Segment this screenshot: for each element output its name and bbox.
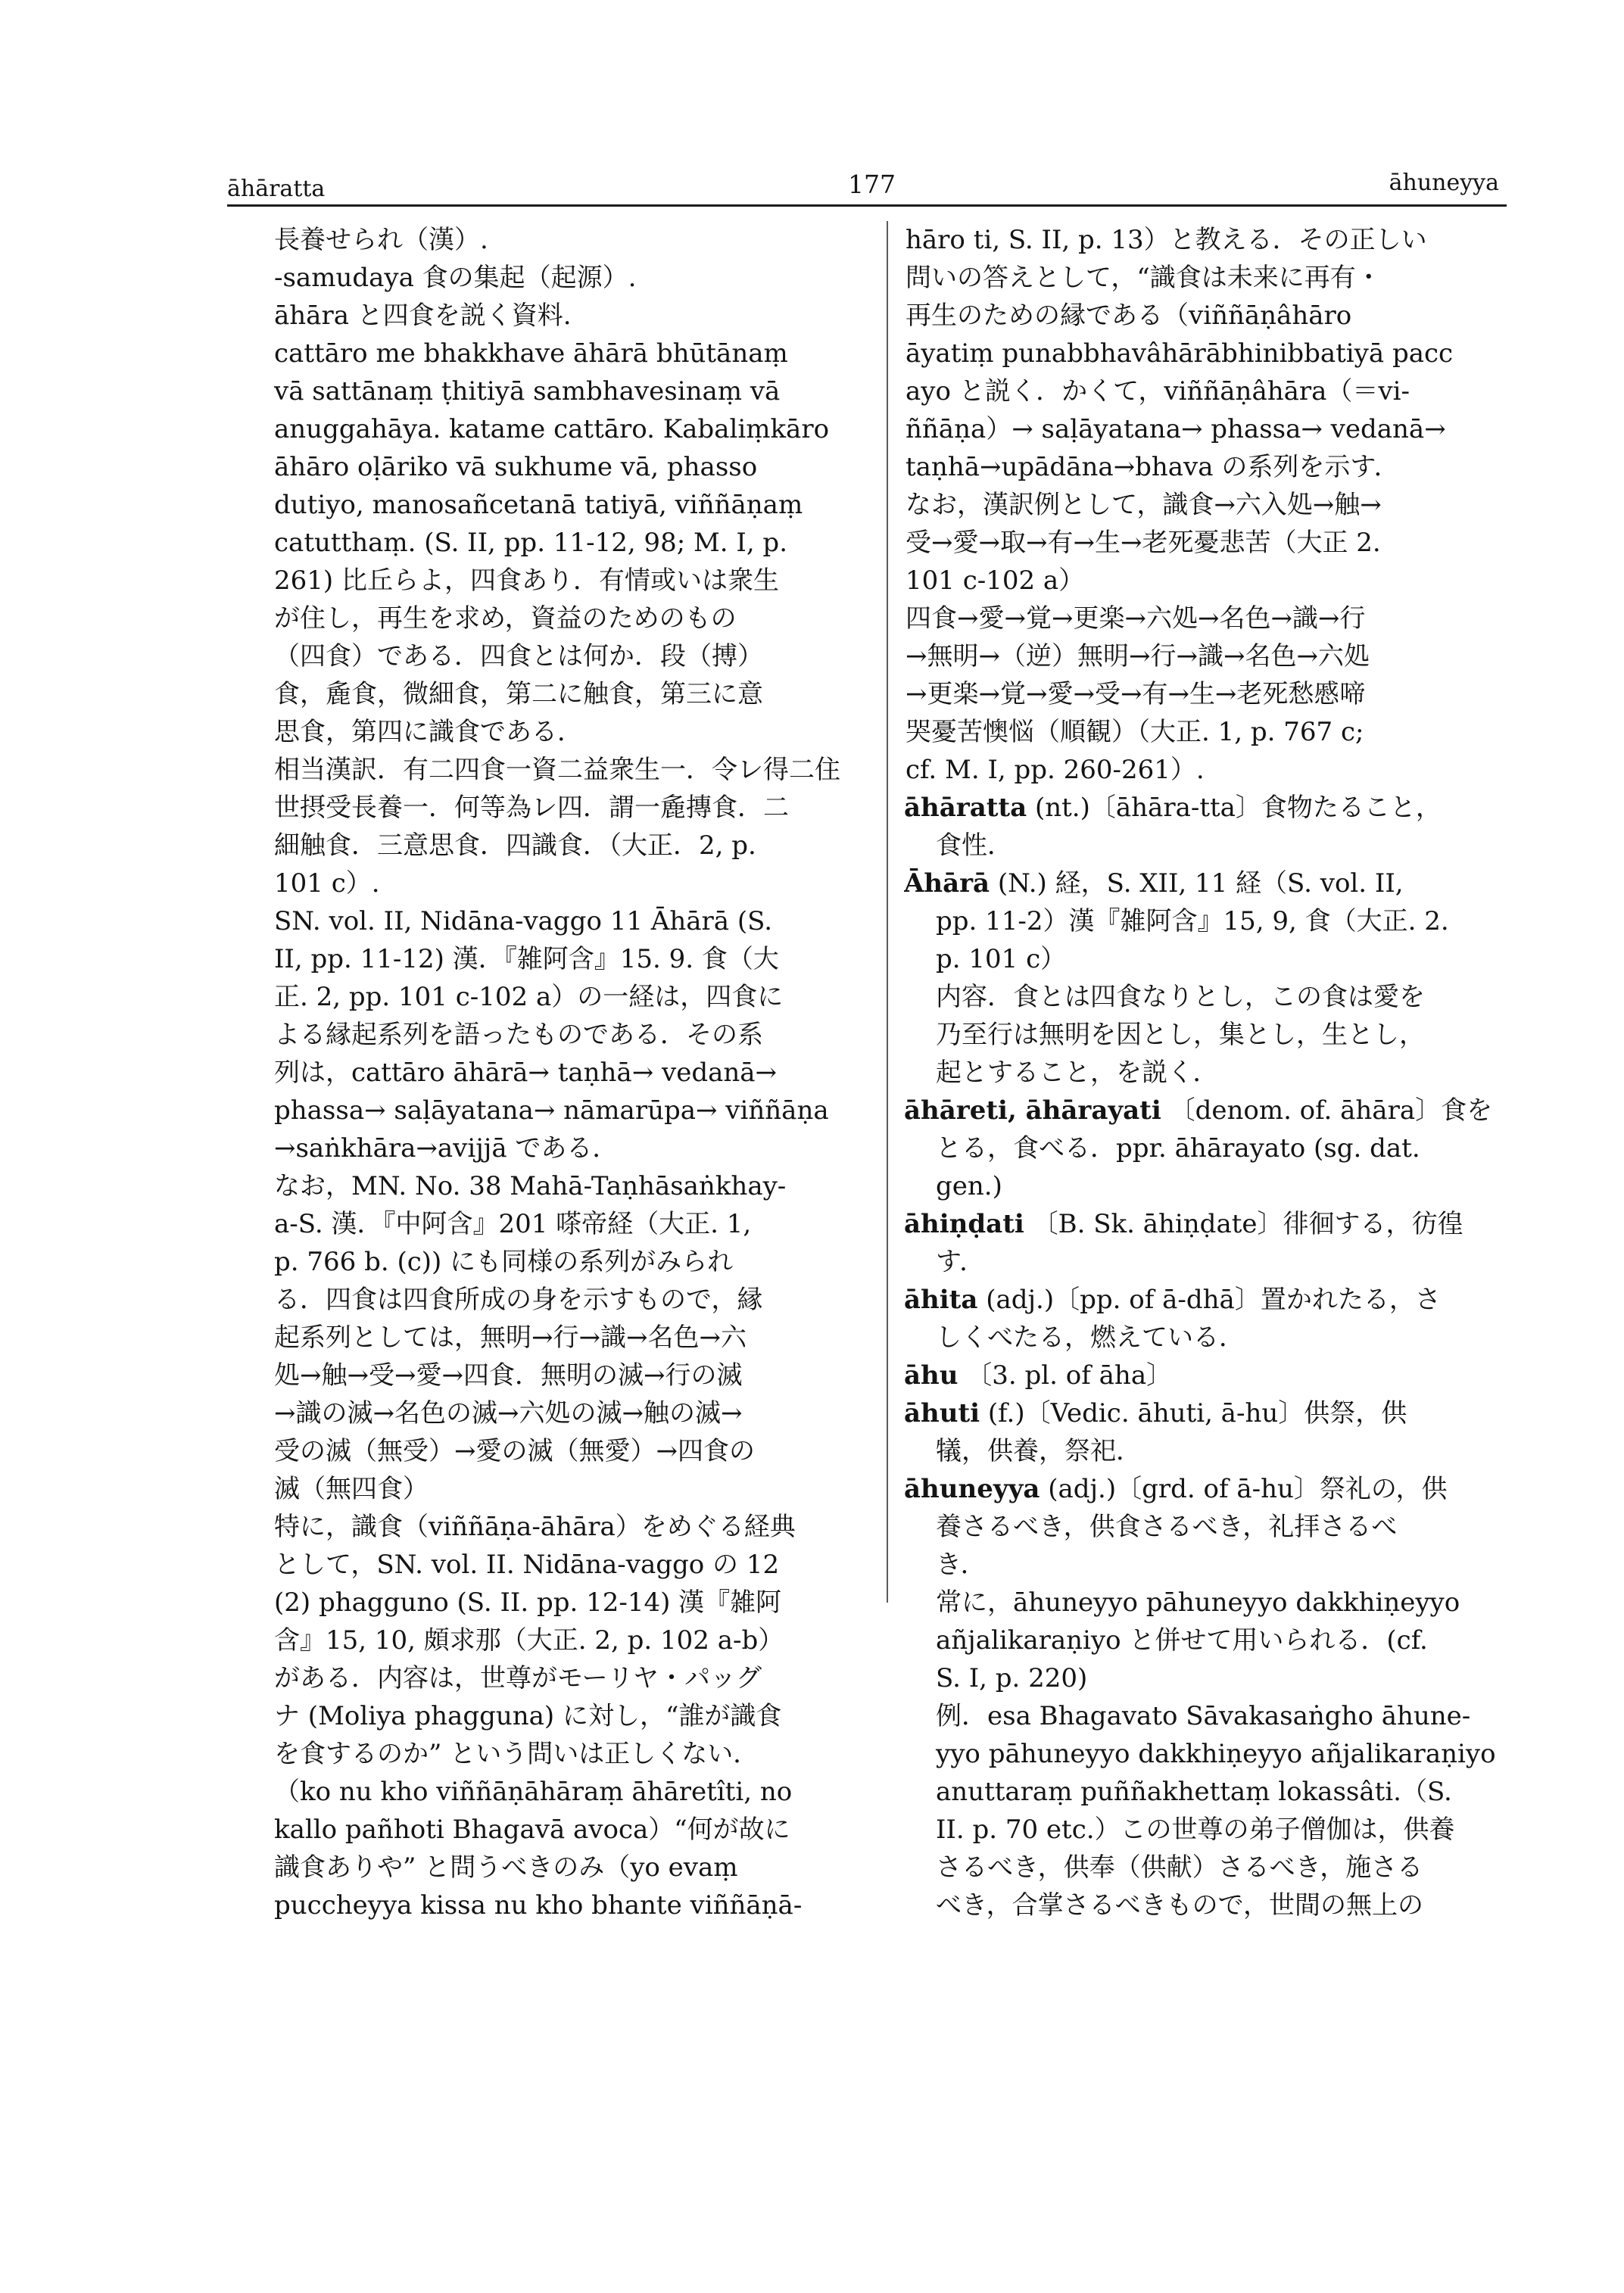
entry-text: 〔3. pl. of āha〕: [966, 1360, 1173, 1391]
header-rule: [227, 204, 1507, 207]
text-line: 処→触→受→愛→四食．無明の滅→行の滅: [274, 1360, 743, 1391]
text-line: なお，漢訳例として，識食→六入処→触→: [906, 490, 1382, 520]
text-line: →無明→（逆）無明→行→識→名色→六処: [906, 641, 1370, 671]
text-line: 含』15, 10, 頗求那（大正. 2, p. 102 a-b）: [274, 1625, 784, 1656]
text-line: [906, 1735, 1511, 1773]
text-line: [906, 940, 1511, 978]
text-line: [906, 1697, 1511, 1735]
text-line: hāro ti, S. II, p. 13）と教える．その正しい: [906, 225, 1427, 255]
text-line: [906, 902, 1511, 940]
text-line: [906, 827, 1511, 865]
text-line: 食，麁食，微細食，第二に触食，第三に意: [274, 679, 763, 709]
entry-text: 内容．食とは四食なりとし，この食は愛を: [936, 982, 1425, 1012]
text-line: ayo と説く．かくて，viññāṇâhāra（＝vi-: [906, 376, 1410, 407]
text-line: [906, 1432, 1511, 1470]
entry-text: yyo pāhuneyyo dakkhiṇeyyo añjalikaraṇiyo: [936, 1739, 1496, 1769]
text-line: る．四食は四食所成の身を示すもので，縁: [274, 1285, 763, 1315]
entry-text: (N.) 経，S. XII, 11 経（S. vol. II,: [997, 868, 1404, 899]
text-line: [906, 1659, 1511, 1697]
text-line: a-S. 漢．『中阿含』201 嗏帝経（大正. 1,: [274, 1209, 752, 1239]
dictionary-entry-line: [904, 865, 1511, 902]
text-line: 長養せられ（漢）.: [274, 225, 488, 255]
entry-text: す．: [936, 1247, 986, 1277]
text-line: 相当漢訳．有二四食一資二益衆生一．令レ得二住: [274, 755, 840, 785]
text-line: āyatiṃ punabbhavâhārābhinibbatiyā pacc: [906, 338, 1454, 369]
text-line: →更楽→覚→愛→受→有→生→老死愁慼啼: [906, 679, 1366, 709]
dictionary-entry-line: [904, 1394, 1511, 1432]
text-line: phassa→ saḷāyatana→ nāmarūpa→ viññāṇa: [274, 1095, 829, 1126]
entry-headword: āhuneyya: [904, 1474, 1040, 1504]
text-line: ññāṇa）→ saḷāyatana→ phassa→ vedanā→: [906, 414, 1446, 444]
entry-text: 食性．: [936, 830, 1013, 861]
entry-text: 養さるべき，供食さるべき，礼拝さるべ: [936, 1512, 1398, 1542]
text-line: 261) 比丘らよ，四食あり．有情或いは衆生: [274, 565, 779, 596]
dictionary-entry-line: [904, 1281, 1511, 1319]
text-line: 正. 2, pp. 101 c-102 a）の一経は，四食に: [274, 982, 784, 1012]
column-divider: [887, 221, 888, 1603]
entry-text: しくべたる，燃えている．: [936, 1323, 1245, 1353]
text-line: taṇhā→upādāna→bhava の系列を示す．: [906, 452, 1400, 482]
text-line: -samudaya 食の集起（起源）.: [274, 263, 637, 293]
text-line: 思食，第四に識食である．: [274, 717, 583, 747]
text-line: 哭憂苦懊悩（順観）（大正. 1, p. 767 c;: [906, 717, 1364, 747]
entry-headword: āhu: [904, 1360, 959, 1391]
entry-text: さるべき，供奉（供献）さるべき，施さる: [936, 1852, 1423, 1883]
entry-text: 〔B. Sk. āhiṇḍate〕徘徊する，彷徨: [1032, 1209, 1463, 1239]
entry-headword: āhāreti, āhārayati: [904, 1095, 1161, 1126]
text-line: p. 766 b. (c)) にも同様の系列がみられ: [274, 1247, 734, 1277]
entry-text: p. 101 c）: [936, 944, 1067, 974]
text-line: catutthaṃ. (S. II, pp. 11-12, 98; M. I, p.: [274, 528, 788, 558]
dictionary-entry-line: [904, 789, 1511, 827]
text-line: anuggahāya. katame cattāro. Kabaliṃkāro: [274, 414, 830, 444]
text-line: [906, 1167, 1511, 1205]
text-line: ナ (Moliya phagguna) に対し，“誰が識食: [274, 1701, 782, 1731]
text-line: [906, 1584, 1511, 1622]
text-line: II, pp. 11-12) 漢．『雑阿含』15. 9. 食（大: [274, 944, 779, 974]
dictionary-entry-line: [904, 1092, 1511, 1129]
text-line: [906, 1243, 1511, 1281]
text-line: SN. vol. II, Nidāna-vaggo 11 Āhārā (S.: [274, 906, 773, 936]
text-line: āhāro oḷāriko vā sukhume vā, phasso: [274, 452, 758, 482]
text-line: 列は，cattāro āhārā→ taṇhā→ vedanā→: [274, 1058, 778, 1088]
text-line: [906, 1054, 1511, 1092]
text-line: dutiyo, manosañcetanā tatiyā, viññāṇaṃ: [274, 490, 803, 520]
text-line: cf. M. I, pp. 260-261）.: [906, 755, 1205, 785]
entry-text: (f.)〔Vedic. āhuti, ā-hu〕供祭，供: [987, 1398, 1407, 1428]
text-line: [906, 978, 1511, 1016]
text-line: 細触食．三意思食．四識食．（大正．2, p.: [274, 830, 756, 861]
text-line: [906, 1886, 1511, 1924]
entry-text: pp. 11-2）漢『雑阿含』15, 9, 食（大正. 2.: [936, 906, 1449, 936]
text-line: 101 c）.: [274, 868, 380, 899]
entry-text: (adj.)〔pp. of ā-dhā〕置かれたる，さ: [986, 1285, 1441, 1315]
text-line: 受→愛→取→有→生→老死憂悲苦（大正 2.: [906, 528, 1381, 558]
text-line: が住し，再生を求め，資益のためのもの: [274, 603, 737, 634]
entry-headword: āhāratta: [904, 793, 1027, 823]
text-line: として，SN. vol. II. Nidāna-vaggo の 12: [274, 1550, 780, 1580]
text-line: 再生のための縁である（viññāṇâhāro: [906, 301, 1352, 331]
entry-text: añjalikaraṇiyo と併せて用いられる．(cf.: [936, 1625, 1428, 1656]
text-line: [906, 1811, 1511, 1849]
entry-text: S. I, p. 220): [936, 1663, 1088, 1693]
right-column: [906, 221, 1511, 1924]
running-header: [227, 165, 1507, 210]
entry-text: anuttaraṃ puññakhettaṃ lokassâti.（S.: [936, 1777, 1452, 1807]
left-column: [274, 221, 876, 1924]
entry-text: 起とすること，を説く．: [936, 1058, 1219, 1088]
dictionary-entry-line: [904, 1470, 1511, 1508]
entry-text: 例．esa Bhagavato Sāvakasaṅgho āhune-: [936, 1701, 1471, 1731]
text-line: 滅（無四食）: [274, 1474, 429, 1504]
text-line: puccheyya kissa nu kho bhante viññāṇā-: [274, 1890, 803, 1921]
text-line: [906, 1319, 1511, 1357]
text-line: 特に，識食（viññāṇa-āhāra）をめぐる経典: [274, 1512, 796, 1542]
text-line: 問いの答えとして，“識食は未来に再有・: [906, 263, 1382, 293]
text-line: →saṅkhāra→avijjā である．: [274, 1133, 619, 1164]
entry-text: (nt.)〔āhāra-tta〕食物たること，: [1034, 793, 1442, 823]
entry-text: き．: [936, 1550, 987, 1580]
dictionary-entry-line: [904, 1357, 1511, 1394]
entry-text: gen.): [936, 1171, 1002, 1201]
entry-text: 犠，供養，祭祀．: [936, 1436, 1142, 1466]
left-guide-word: āhāratta: [227, 176, 326, 202]
text-line: 識食ありや” と問うべきのみ（yo evaṃ: [274, 1852, 738, 1883]
dictionary-entry-line: [904, 1205, 1511, 1243]
text-line: āhāra と四食を説く資料.: [274, 301, 572, 331]
text-line: →識の滅→名色の滅→六処の滅→触の滅→: [274, 1398, 743, 1428]
entry-text: とる，食べる．ppr. āhārayato (sg. dat.: [936, 1133, 1420, 1164]
entry-text: 〔denom. of. āhāra〕食を: [1169, 1095, 1493, 1126]
text-line: kallo pañhoti Bhagavā avoca）“何が故に: [274, 1815, 790, 1845]
text-line: [906, 1773, 1511, 1811]
text-line: (2) phagguno (S. II. pp. 12-14) 漢『雑阿: [274, 1587, 782, 1618]
entry-headword: āhuti: [904, 1398, 980, 1428]
text-line: [906, 1508, 1511, 1546]
entry-headword: Āhārā: [904, 868, 990, 899]
page-number: 177: [848, 170, 896, 199]
entry-text: II. p. 70 etc.）この世尊の弟子僧伽は，供養: [936, 1815, 1455, 1845]
text-line: 受の滅（無受）→愛の滅（無愛）→四食の: [274, 1436, 755, 1466]
entry-text: 常に，āhuneyyo pāhuneyyo dakkhiṇeyyo: [936, 1587, 1460, 1618]
text-line: がある．内容は，世尊がモーリヤ・パッグ: [274, 1663, 762, 1693]
text-line: vā sattānaṃ ṭhitiyā sambhavesinaṃ vā: [274, 376, 781, 407]
text-line: 世摂受長養一．何等為レ四．謂一麁摶食．二: [274, 793, 789, 823]
text-line: を食するのか” という問いは正しくない．: [274, 1739, 759, 1769]
text-line: （ko nu kho viññāṇāhāraṃ āhāretîti, no: [274, 1777, 793, 1807]
entry-text: (adj.)〔grd. of ā-hu〕祭礼の，供: [1048, 1474, 1448, 1504]
entry-headword: āhita: [904, 1285, 978, 1315]
text-line: なお，MN. No. 38 Mahā-Taṇhāsaṅkhay-: [274, 1171, 787, 1201]
right-guide-word: āhuneyya: [1389, 170, 1499, 196]
entry-headword: āhiṇḍati: [904, 1209, 1024, 1239]
text-line: 起系列としては，無明→行→識→名色→六: [274, 1323, 747, 1353]
text-line: cattāro me bhakkhave āhārā bhūtānaṃ: [274, 338, 788, 369]
text-line: [906, 1129, 1511, 1167]
text-line: 101 c-102 a）: [906, 565, 1085, 596]
entry-text: べき，合掌さるべきもので，世間の無上の: [936, 1890, 1423, 1921]
text-line: （四食）である．四食とは何か．段（搏）: [274, 641, 763, 671]
entry-text: 乃至行は無明を因とし，集とし，生とし，: [936, 1020, 1425, 1050]
text-line: [906, 1849, 1511, 1886]
text-line: 四食→愛→覚→更楽→六処→名色→識→行: [906, 603, 1366, 634]
text-line: [906, 1016, 1511, 1054]
text-line: [906, 1546, 1511, 1584]
text-line: [906, 1622, 1511, 1659]
text-line: よる縁起系列を語ったものである．その系: [274, 1020, 763, 1050]
